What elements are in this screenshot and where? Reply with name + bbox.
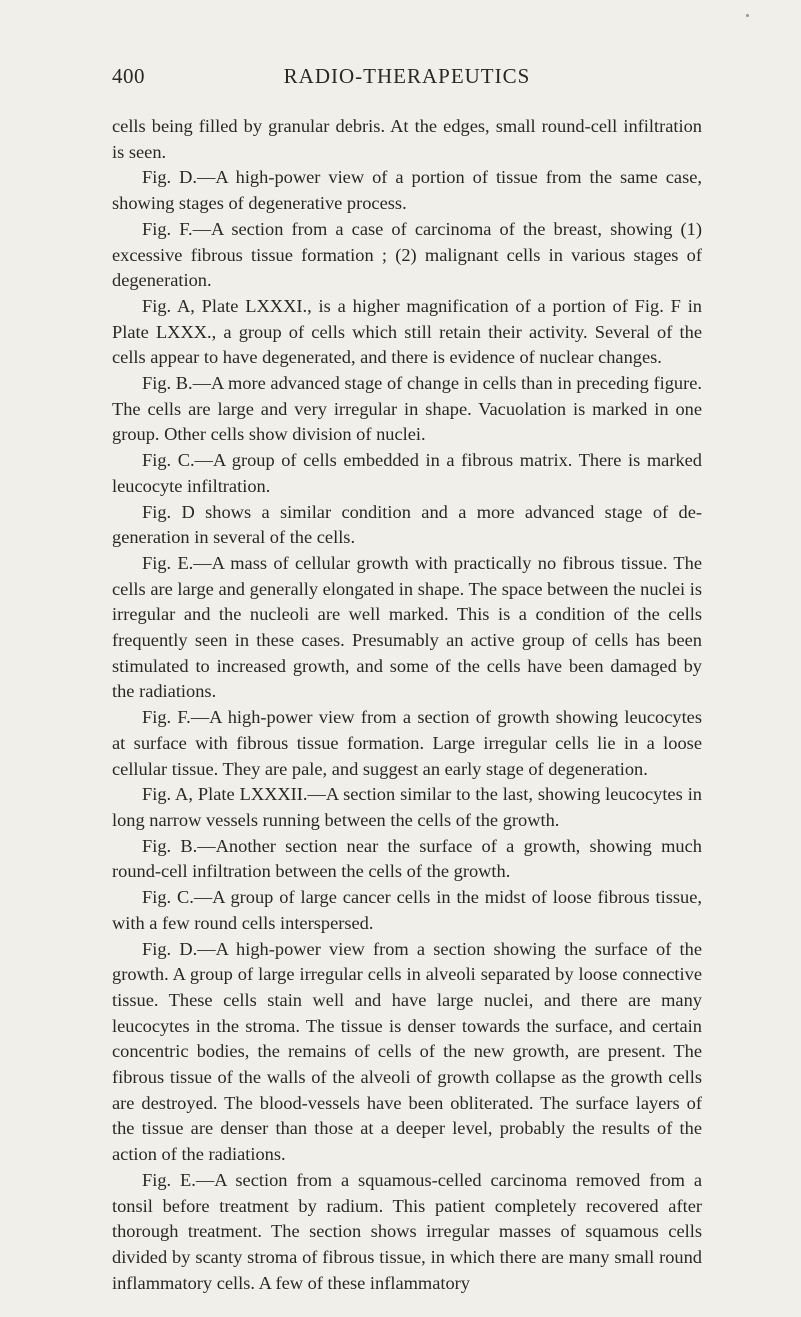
paragraph: Fig. D.—A high-power view of a portion of tissue from the same case, showing stages of degenerative process. [112,167,702,214]
paragraph: Fig. B.—Another section near the surface of a growth, showing much round-cell infiltration between the cells of the growth. [112,835,702,882]
paragraph: cells being filled by granular debris. At the edges, small round-cell infiltration is seen. [112,116,702,162]
page-header [112,64,702,94]
running-head: RADIO-THERAPEUTICS [283,64,531,88]
paragraph: Fig. C.—A group of large cancer cells in the midst of loose fibrous tissue, with a few round cells interspersed. [112,887,702,933]
paragraph: Fig. A, Plate LXXXII.—A section similar to the last, showing leucocytes in long narrow vessels running between the cells of the growth. [112,784,702,830]
paragraph: Fig. F.—A high-power view from a section of growth showing leucocytes at surface with fibrous tissue formation. Large irregular cells lie in a loose cellular tissue. They are pale, and suggest an early stage of degeneration. [112,707,702,779]
paragraph: Fig. F.—A section from a case of carcinoma of the breast, showing (1) excessive fibrous tissue formation ; (2) malignant cells in various stages of degeneration. [112,218,702,291]
paragraph: Fig. E.—A mass of cellular growth with practically no fibrous tissue. The cells are large and generally elongated in shape. The space between the nuclei is irregular and the nucleoli are well marked. This is a condition of the cells frequently seen in these cases. Presumably an active group of cells has been stimulated to increased growth, and some of the cells have been damaged by the radiations. [112,552,702,702]
body-text [112,114,702,1296]
paragraph: Fig. D.—A high-power view from a section showing the surface of the growth. A group of large irregular cells in alveoli separated by loose connective tissue. These cells stain well and have large nuclei, and there are many leucocytes in the stroma. The tissue is denser towards the surface, and certain concentric bodies, the remains of cells of the new growth, are present. The fibrous tissue of the walls of the alveoli of growth collapse as the growth cells are destroyed. The blood-vessels have been obliterated. The surface layers of the tissue are denser than those at a deeper level, probably the results of the action of the radiations. [112,938,702,1165]
page-number: 400 [112,64,145,88]
paragraph: Fig. B.—A more advanced stage of change in cells than in preceding figure. The cells are large and very irregular in shape. Vacuolation is marked in one group. Other cells show division of nuclei. [112,373,702,445]
paragraph: Fig. D shows a similar condition and a more advanced stage of degeneration in several of the cells. [112,501,702,548]
paragraph: Fig. A, Plate LXXXI., is a higher magnification of a portion of Fig. F in Plate LXXX., a group of cells which still retain their activity. Several of the cells appear to have degenerated, and there is evidence of nuclear changes. [112,295,702,368]
paragraph: Fig. E.—A section from a squamous-celled carcinoma removed from a tonsil before treatment by radium. This patient completely recovered after thorough treatment. The section shows irregular masses of squamous cells divided by scanty stroma of fibrous tissue, in which there are many small round inflammatory cells. A few of these inflammatory [112,1169,702,1293]
page-speck [746,14,749,17]
paragraph: Fig. C.—A group of cells embedded in a fibrous matrix. There is marked leucocyte infiltration. [112,450,702,496]
